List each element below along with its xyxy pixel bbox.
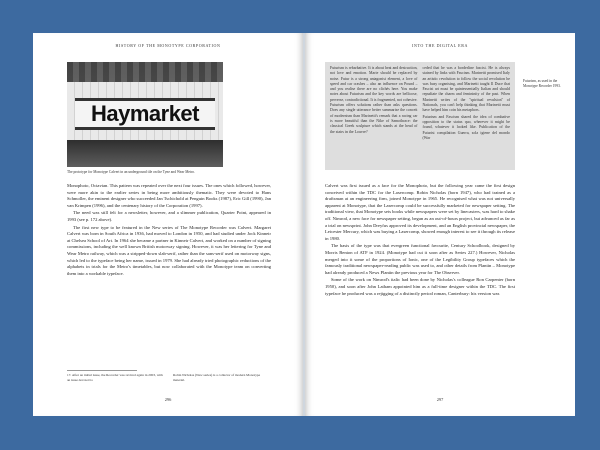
- photo-caption: The prototype for Monotype Calvert in an underground tile on the Tyne and Wear Metro.: [67, 170, 195, 174]
- quote-column: [423, 66, 511, 166]
- paragraph: Monophoto, Octavian. This pattern was repeated over the next four issues. The ones which followed, however, were more akin to the earlier series in being more ambitiously thematic. They were devoted to Hans Schmoller, the eminent designer who succeeded Jan Tschichold at Penguin Books (1987), Eric Gill (1990), Jan van Krimpen (1996), and the centenary history of the Corporation (1997).: [67, 183, 271, 208]
- running-head-left: HISTORY OF THE MONOTYPE CORPORATION: [115, 43, 221, 48]
- haymarket-photo: [67, 62, 223, 167]
- paragraph: The first new type to be featured in the New series of The Monotype Recorder was Calvert. Margaret Calvert was born in South Africa in 1936, had moved to London in 1950, and had studied under Jock Kinneir at Chelsea School of Art. In 1964 she became a partner in Kinneir Calvert, and worked on a number of signing commissions, including the well known British motorway signing. However, it was her lettering for Tyne and Wear Metro railway, which was a stripped-down slab-serif, rather than the sans-serif used on motorway signs, which led to the typeface being her name, issued in 1979. She had already tried photographic reductions of the alphabets in trials for the Metro's timetables, but now collaborated with the Monotype team on converting them into a workable typeface.: [67, 224, 271, 276]
- page-number-left: 296: [164, 397, 172, 402]
- quote-column: [330, 66, 418, 166]
- photo-ceiling: [67, 62, 223, 84]
- footnote: Robin Nicholas (New series) is a collector of modern Monotype material.: [173, 373, 261, 382]
- paragraph: Calvert was first issued as a face for the Monophoto, but the following year came the first design conceived within the TDC for the Lasercomp. Robin Nicholas (born 1947), who had trained as a draftsman at an engineering firm, joined Monotype in 1965. He recognised what was not universally apparent at Monotype, that the Lasercomp could be successfully marketed for newspaper setting. The traditional view, that Monotype sets books while newspapers were set by linecasters, was hard to shake off. Nimrod, a new face for newspaper setting, began as an out-of-hours project, but advanced as far as a trial on newsprint. John Dreyfus approved its development, and an English provincial newspaper, the Leicester Mercury, which was buying a Lasercomp, showed enough interest to see it through its release in 1980.: [325, 183, 515, 241]
- left-body-text: [67, 183, 271, 278]
- footnote-rule: [67, 370, 137, 371]
- right-page: [305, 33, 575, 416]
- station-sign-text: Haymarket: [90, 101, 199, 126]
- quote-box: [325, 62, 515, 170]
- margin-note: Futurism, as used in the Monotype Recorder 1993.: [523, 79, 561, 88]
- page-number-right: 297: [436, 397, 444, 402]
- paragraph: Some of the work on Nimrod's italic had been done by Nicholas's colleague Ron Carpenter (born 1950), and soon after John Latham appointed him as a full-time designer within the TDC. The first typeface he produced was a rejigging of a distinctly period roman, Canterbury: his version was: [325, 277, 515, 296]
- footnote: 17. After an initial issue, the Recorder was revived again in 2003, with an issue devoted to: [67, 373, 163, 382]
- photo-floor: [67, 140, 223, 167]
- station-sign: [75, 98, 215, 130]
- book-spread: [33, 33, 575, 416]
- quote-paragraph: Futurism and Fascism shared the idea of combative opposition to the status quo, wherever it might be found, whatever it looked like. Publication of the Futurist compilation Guerra, sola igiene del mondo (War: [422, 114, 510, 140]
- quote-paragraph: Futurism is rebarbative. It is about heat and destruction, not love and emotion. Marie should be replaced by noise. Futur is a strong antagonist element, a love of speed and car crashes – also an influence on Pound – and you realise there are no clichés here. You make notes about Futurism and the key words are bellicose, perverse, contradictional. It is fragmented, not cohesive. Futurism offers solutions rather than asks questions. Does any single utterance better summarise the conceit of modernism than Marinetti's remark that a racing car is more beautiful than the Nike of Samothrace: the classical Greek sculpture which stands at the head of the stairs in the Louvre?: [330, 66, 418, 134]
- paragraph: The need was still felt for a newsletter, however, and a slimmer publication, Quarter Point, appeared in 1993 (see p. 172 above).: [67, 210, 271, 222]
- quote-paragraph: ceded that he was a borderline fascist. He is always stained by links with Fascism. Marinetti promised Italy an artistic revolution to follow the social revolution he was busy organising, and Marinetti taught Il Duce that Fascist art must be quintessentially Italian and should repudiate the charm and femininity of the past. When Marinetti writes of the "spiritual revulsion" of Nationals, you can't help thinking that Marinetti must have helped him coin his metaphors.: [422, 66, 510, 113]
- paragraph: The basis of the type was that evergreen functional favourite, Century Schoolbook, designed by Morris Benton of ATF in 1924. (Monotype had cut it soon after as Series 227.) However, Nicholas merged into it some of the proportions of Ionic, one of the Legibility Group typefaces which the famously traditional newspaper-reading public was used to, and other details from Plantin – Monotype had already produced a News Plantin the previous year for The Observer.: [325, 243, 515, 275]
- left-page: [33, 33, 303, 416]
- footnotes: [67, 373, 271, 382]
- running-head-right: INTO THE DIGITAL ERA: [412, 43, 468, 48]
- right-body-text: [325, 183, 515, 298]
